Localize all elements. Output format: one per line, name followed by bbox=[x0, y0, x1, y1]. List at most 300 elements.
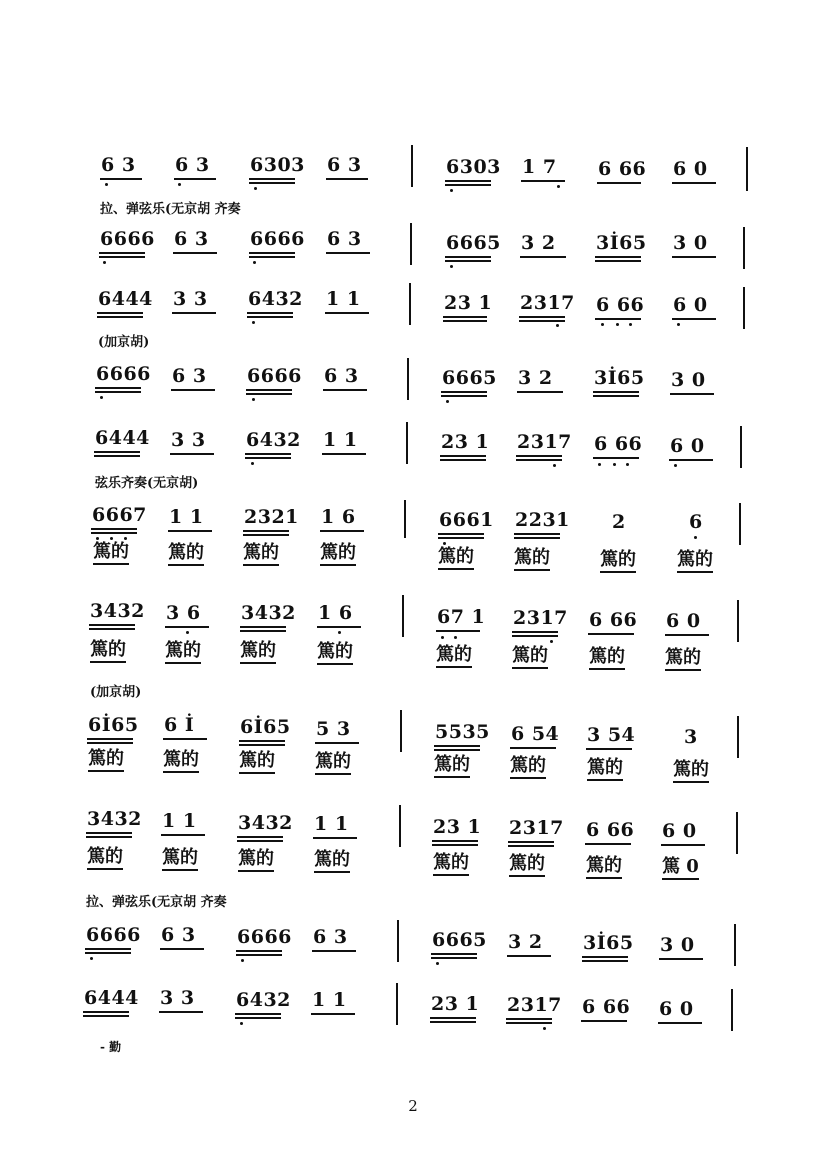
octave-dot bbox=[252, 321, 255, 324]
note-group: 6 0 bbox=[662, 820, 697, 842]
lyric-syllable: 篤的 bbox=[673, 761, 709, 783]
beam-line bbox=[171, 389, 215, 391]
beam-line bbox=[85, 952, 131, 954]
lyric-syllable: 篤的 bbox=[93, 543, 129, 565]
beam-line bbox=[89, 624, 135, 626]
octave-dot bbox=[454, 636, 457, 639]
bar-line bbox=[746, 147, 748, 191]
octave-dot bbox=[251, 462, 254, 465]
note-group: 6 66 bbox=[598, 158, 647, 180]
lyric-syllable: 篤的 bbox=[514, 549, 550, 571]
lyric-syllable: 篤的 bbox=[239, 752, 275, 774]
beam-line bbox=[519, 316, 565, 318]
note-group: 6666 bbox=[100, 228, 155, 250]
beam-line bbox=[243, 530, 289, 532]
beam-line bbox=[312, 950, 356, 952]
beam-line bbox=[86, 836, 132, 838]
beam-line bbox=[512, 631, 558, 633]
beam-line bbox=[246, 389, 292, 391]
note-group: 3 0 bbox=[671, 369, 706, 391]
beam-line bbox=[249, 256, 295, 258]
beam-line bbox=[445, 180, 491, 182]
beam-line bbox=[83, 1015, 129, 1017]
beam-line bbox=[595, 318, 641, 320]
lyric-syllable: 篤的 bbox=[238, 850, 274, 872]
beam-line bbox=[89, 628, 135, 630]
note-group: 5 3 bbox=[316, 718, 351, 740]
lyric-syllable: 篤的 bbox=[165, 642, 201, 664]
beam-line bbox=[173, 252, 217, 254]
beam-line bbox=[326, 178, 368, 180]
note-group: 6432 bbox=[236, 989, 291, 1011]
note-group: 2321 bbox=[244, 506, 299, 528]
note-group: 2317 bbox=[517, 431, 572, 453]
beam-line bbox=[432, 844, 478, 846]
beam-line bbox=[506, 1022, 552, 1024]
beam-line bbox=[507, 955, 551, 957]
beam-line bbox=[431, 957, 477, 959]
beam-line bbox=[582, 956, 628, 958]
octave-dot bbox=[557, 185, 560, 188]
note-group: 3İ65 bbox=[594, 367, 645, 389]
note-group: 6 3 bbox=[327, 154, 362, 176]
octave-dot bbox=[338, 631, 341, 634]
lyric-syllable: 篤的 bbox=[586, 857, 622, 879]
beam-line bbox=[514, 537, 560, 539]
beam-line bbox=[665, 634, 709, 636]
beam-line bbox=[247, 312, 293, 314]
note-group: 1 7 bbox=[522, 156, 557, 178]
beam-line bbox=[235, 1017, 281, 1019]
octave-dot bbox=[443, 542, 446, 545]
lyric-syllable: 篤的 bbox=[665, 649, 701, 671]
note-group: 6303 bbox=[250, 154, 305, 176]
bar-line bbox=[731, 989, 733, 1031]
beam-line bbox=[172, 312, 216, 314]
note-group: 6İ65 bbox=[240, 716, 291, 738]
note-group: 6444 bbox=[98, 288, 153, 310]
note-group: 2 bbox=[612, 511, 626, 533]
note-group: 6 3 bbox=[172, 365, 207, 387]
instrument-label: (加京胡) bbox=[90, 685, 142, 700]
octave-dot bbox=[677, 323, 680, 326]
lyric-syllable: 篤的 bbox=[168, 544, 204, 566]
beam-line bbox=[445, 260, 491, 262]
octave-dot bbox=[178, 183, 181, 186]
beam-line bbox=[597, 182, 641, 184]
beam-line bbox=[431, 953, 477, 955]
beam-line bbox=[672, 182, 716, 184]
beam-line bbox=[323, 389, 367, 391]
octave-dot bbox=[556, 324, 559, 327]
note-group: 3 bbox=[684, 726, 698, 748]
note-group: 6303 bbox=[446, 156, 501, 178]
beam-line bbox=[87, 742, 133, 744]
footer-mark: - 勤 bbox=[100, 1040, 122, 1054]
octave-dot bbox=[436, 962, 439, 965]
note-group: 3İ65 bbox=[583, 932, 634, 954]
beam-line bbox=[315, 742, 359, 744]
bar-line bbox=[404, 500, 406, 538]
note-group: 23 1 bbox=[433, 816, 482, 838]
note-group: 3432 bbox=[238, 812, 293, 834]
beam-line bbox=[313, 837, 357, 839]
beam-line bbox=[237, 836, 283, 838]
beam-line bbox=[445, 256, 491, 258]
beam-line bbox=[235, 1013, 281, 1015]
beam-line bbox=[85, 948, 131, 950]
note-group: 6666 bbox=[247, 365, 302, 387]
instrument-label: 拉、弹弦乐(无京胡 齐奏 bbox=[100, 202, 241, 217]
note-group: 2231 bbox=[515, 509, 570, 531]
note-group: 6444 bbox=[95, 427, 150, 449]
lyric-syllable: 篤 0 bbox=[662, 858, 699, 880]
lyric-syllable: 篤的 bbox=[317, 643, 353, 665]
note-group: 1 1 bbox=[169, 506, 204, 528]
beam-line bbox=[441, 395, 487, 397]
beam-line bbox=[520, 256, 566, 258]
bar-line bbox=[400, 710, 402, 752]
note-group: 6 3 bbox=[327, 228, 362, 250]
note-group: 3 2 bbox=[521, 232, 556, 254]
bar-line bbox=[396, 983, 398, 1025]
note-group: 6 bbox=[689, 511, 703, 533]
octave-dot bbox=[90, 957, 93, 960]
beam-line bbox=[672, 256, 716, 258]
lyric-syllable: 篤的 bbox=[509, 855, 545, 877]
beam-line bbox=[440, 459, 486, 461]
beam-line bbox=[588, 633, 634, 635]
note-group: 1 1 bbox=[312, 989, 347, 1011]
beam-line bbox=[443, 316, 487, 318]
beam-line bbox=[593, 391, 639, 393]
beam-line bbox=[436, 630, 480, 632]
octave-dot bbox=[253, 261, 256, 264]
beam-line bbox=[658, 1022, 702, 1024]
beam-line bbox=[95, 391, 141, 393]
beam-line bbox=[430, 1021, 476, 1023]
beam-line bbox=[91, 532, 137, 534]
beam-line bbox=[432, 840, 478, 842]
octave-dot bbox=[241, 959, 244, 962]
beam-line bbox=[320, 530, 364, 532]
octave-dot bbox=[450, 265, 453, 268]
beam-line bbox=[512, 635, 558, 637]
beam-line bbox=[506, 1018, 552, 1020]
lyric-syllable: 篤的 bbox=[436, 646, 472, 668]
bar-line bbox=[410, 223, 412, 265]
beam-line bbox=[669, 459, 713, 461]
octave-dot bbox=[694, 536, 697, 539]
note-group: 6667 bbox=[92, 504, 147, 526]
beam-line bbox=[441, 391, 487, 393]
beam-line bbox=[593, 457, 639, 459]
beam-line bbox=[593, 395, 639, 397]
octave-dot bbox=[103, 261, 106, 264]
beam-line bbox=[168, 530, 212, 532]
lyric-syllable: 篤的 bbox=[510, 757, 546, 779]
beam-line bbox=[317, 626, 361, 628]
note-group: 6665 bbox=[446, 232, 501, 254]
octave-dot bbox=[616, 323, 619, 326]
note-group: 6666 bbox=[86, 924, 141, 946]
beam-line bbox=[670, 393, 714, 395]
note-group: 6 66 bbox=[596, 294, 645, 316]
beam-line bbox=[94, 451, 140, 453]
beam-line bbox=[239, 744, 285, 746]
octave-dot bbox=[543, 1027, 546, 1030]
beam-line bbox=[83, 1011, 129, 1013]
octave-dot bbox=[601, 323, 604, 326]
beam-line bbox=[517, 391, 563, 393]
lyric-syllable: 篤的 bbox=[320, 544, 356, 566]
note-group: 6661 bbox=[439, 509, 494, 531]
octave-dot bbox=[441, 636, 444, 639]
note-group: 6666 bbox=[237, 926, 292, 948]
note-group: 2317 bbox=[520, 292, 575, 314]
beam-line bbox=[99, 256, 145, 258]
octave-dot bbox=[613, 463, 616, 466]
beam-line bbox=[311, 1013, 355, 1015]
octave-dot bbox=[626, 463, 629, 466]
beam-line bbox=[94, 455, 140, 457]
note-group: 3 6 bbox=[166, 602, 201, 624]
bar-line bbox=[397, 920, 399, 962]
note-group: 23 1 bbox=[444, 292, 493, 314]
note-group: 6 54 bbox=[511, 723, 560, 745]
beam-line bbox=[236, 950, 282, 952]
lyric-syllable: 篤的 bbox=[314, 851, 350, 873]
note-group: 1 1 bbox=[314, 813, 349, 835]
beam-line bbox=[519, 320, 565, 322]
beam-line bbox=[249, 178, 295, 180]
bar-line bbox=[402, 595, 404, 637]
octave-dot bbox=[110, 537, 113, 540]
octave-dot bbox=[450, 189, 453, 192]
note-group: 6 0 bbox=[673, 294, 708, 316]
beam-line bbox=[163, 738, 207, 740]
beam-line bbox=[434, 745, 480, 747]
beam-line bbox=[508, 841, 554, 843]
note-group: 67 1 bbox=[437, 606, 486, 628]
note-group: 3432 bbox=[241, 602, 296, 624]
note-group: 23 1 bbox=[441, 431, 490, 453]
beam-line bbox=[661, 844, 705, 846]
lyric-syllable: 篤的 bbox=[88, 750, 124, 772]
lyric-syllable: 篤的 bbox=[438, 548, 474, 570]
bar-line bbox=[734, 924, 736, 966]
instrument-label: 弦乐齐奏(无京胡) bbox=[95, 476, 199, 491]
lyric-syllable: 篤的 bbox=[677, 551, 713, 573]
bar-line bbox=[406, 422, 408, 464]
beam-line bbox=[165, 626, 209, 628]
note-group: 6 0 bbox=[670, 435, 705, 457]
beam-line bbox=[595, 260, 641, 262]
beam-line bbox=[245, 457, 291, 459]
lyric-syllable: 篤的 bbox=[240, 642, 276, 664]
note-group: 6 3 bbox=[101, 154, 136, 176]
beam-line bbox=[95, 387, 141, 389]
bar-line bbox=[743, 227, 745, 269]
bar-line bbox=[737, 716, 739, 758]
octave-dot bbox=[674, 464, 677, 467]
bar-line bbox=[739, 503, 741, 545]
note-group: 3 2 bbox=[508, 931, 543, 953]
beam-line bbox=[659, 958, 703, 960]
lyric-syllable: 篤的 bbox=[433, 854, 469, 876]
beam-line bbox=[514, 533, 560, 535]
note-group: 2317 bbox=[513, 607, 568, 629]
note-group: 6 0 bbox=[659, 998, 694, 1020]
note-group: 3 0 bbox=[660, 934, 695, 956]
beam-line bbox=[586, 748, 632, 750]
beam-line bbox=[322, 453, 366, 455]
note-group: 6665 bbox=[432, 929, 487, 951]
bar-line bbox=[411, 145, 413, 187]
note-group: 6 66 bbox=[582, 996, 631, 1018]
note-group: 6666 bbox=[250, 228, 305, 250]
octave-dot bbox=[254, 187, 257, 190]
page-number: 2 bbox=[408, 1097, 418, 1115]
note-group: 1 6 bbox=[321, 506, 356, 528]
beam-line bbox=[97, 316, 143, 318]
note-group: 6İ65 bbox=[88, 714, 139, 736]
beam-line bbox=[581, 1020, 627, 1022]
lyric-syllable: 篤的 bbox=[162, 849, 198, 871]
octave-dot bbox=[629, 323, 632, 326]
beam-line bbox=[240, 626, 286, 628]
note-group: 6 0 bbox=[666, 610, 701, 632]
beam-line bbox=[516, 455, 562, 457]
beam-line bbox=[440, 455, 486, 457]
beam-line bbox=[91, 528, 137, 530]
beam-line bbox=[434, 749, 480, 751]
beam-line bbox=[508, 845, 554, 847]
note-group: 6 0 bbox=[673, 158, 708, 180]
bar-line bbox=[399, 805, 401, 847]
note-group: 5535 bbox=[435, 721, 490, 743]
lyric-syllable: 篤的 bbox=[315, 753, 351, 775]
note-group: 6 3 bbox=[313, 926, 348, 948]
note-group: 6666 bbox=[96, 363, 151, 385]
beam-line bbox=[99, 252, 145, 254]
beam-line bbox=[430, 1017, 476, 1019]
beam-line bbox=[672, 318, 716, 320]
note-group: 6432 bbox=[246, 429, 301, 451]
beam-line bbox=[87, 738, 133, 740]
note-group: 1 1 bbox=[323, 429, 358, 451]
octave-dot bbox=[105, 183, 108, 186]
note-group: 6665 bbox=[442, 367, 497, 389]
beam-line bbox=[585, 843, 631, 845]
note-group: 3 3 bbox=[171, 429, 206, 451]
bar-line bbox=[409, 283, 411, 325]
beam-line bbox=[239, 740, 285, 742]
beam-line bbox=[160, 948, 204, 950]
note-group: 6 66 bbox=[589, 609, 638, 631]
octave-dot bbox=[186, 631, 189, 634]
lyric-syllable: 篤的 bbox=[587, 759, 623, 781]
beam-line bbox=[516, 459, 562, 461]
beam-line bbox=[240, 630, 286, 632]
note-group: 23 1 bbox=[431, 993, 480, 1015]
note-group: 3 3 bbox=[160, 987, 195, 1009]
lyric-syllable: 篤的 bbox=[87, 848, 123, 870]
note-group: 3432 bbox=[90, 600, 145, 622]
beam-line bbox=[174, 178, 216, 180]
beam-line bbox=[249, 252, 295, 254]
instrument-label: (加京胡) bbox=[98, 335, 150, 350]
octave-dot bbox=[553, 464, 556, 467]
note-group: 3 0 bbox=[673, 232, 708, 254]
note-group: 3 3 bbox=[173, 288, 208, 310]
beam-line bbox=[237, 840, 283, 842]
instrument-label: 拉、弹弦乐(无京胡 齐奏 bbox=[86, 895, 227, 910]
note-group: 6 3 bbox=[174, 228, 209, 250]
beam-line bbox=[325, 312, 369, 314]
beam-line bbox=[510, 747, 556, 749]
beam-line bbox=[326, 252, 370, 254]
lyric-syllable: 篤的 bbox=[589, 648, 625, 670]
lyric-syllable: 篤的 bbox=[512, 647, 548, 669]
beam-line bbox=[438, 533, 484, 535]
beam-line bbox=[445, 184, 491, 186]
note-group: 3432 bbox=[87, 808, 142, 830]
beam-line bbox=[236, 954, 282, 956]
beam-line bbox=[86, 832, 132, 834]
note-group: 3 2 bbox=[518, 367, 553, 389]
beam-line bbox=[170, 453, 214, 455]
note-group: 6 3 bbox=[161, 924, 196, 946]
beam-line bbox=[582, 960, 628, 962]
bar-line bbox=[736, 812, 738, 854]
beam-line bbox=[249, 182, 295, 184]
beam-line bbox=[438, 537, 484, 539]
beam-line bbox=[595, 256, 641, 258]
bar-line bbox=[737, 600, 739, 642]
note-group: 3İ65 bbox=[596, 232, 647, 254]
note-group: 6 3 bbox=[175, 154, 210, 176]
note-group: 2317 bbox=[507, 994, 562, 1016]
beam-line bbox=[159, 1011, 203, 1013]
note-group: 6444 bbox=[84, 987, 139, 1009]
beam-line bbox=[97, 312, 143, 314]
lyric-syllable: 篤的 bbox=[90, 641, 126, 663]
lyric-syllable: 篤的 bbox=[434, 756, 470, 778]
beam-line bbox=[245, 453, 291, 455]
lyric-syllable: 篤的 bbox=[243, 544, 279, 566]
note-group: 3 54 bbox=[587, 724, 636, 746]
octave-dot bbox=[550, 640, 553, 643]
beam-line bbox=[161, 834, 205, 836]
beam-line bbox=[521, 180, 565, 182]
octave-dot bbox=[124, 537, 127, 540]
note-group: 6 66 bbox=[594, 433, 643, 455]
note-group: 2317 bbox=[509, 817, 564, 839]
octave-dot bbox=[598, 463, 601, 466]
octave-dot bbox=[96, 537, 99, 540]
beam-line bbox=[100, 178, 142, 180]
beam-line bbox=[247, 316, 293, 318]
beam-line bbox=[243, 534, 289, 536]
note-group: 6 3 bbox=[324, 365, 359, 387]
bar-line bbox=[407, 358, 409, 400]
note-group: 6 İ bbox=[164, 714, 195, 736]
bar-line bbox=[740, 426, 742, 468]
beam-line bbox=[246, 393, 292, 395]
octave-dot bbox=[252, 398, 255, 401]
note-group: 6432 bbox=[248, 288, 303, 310]
